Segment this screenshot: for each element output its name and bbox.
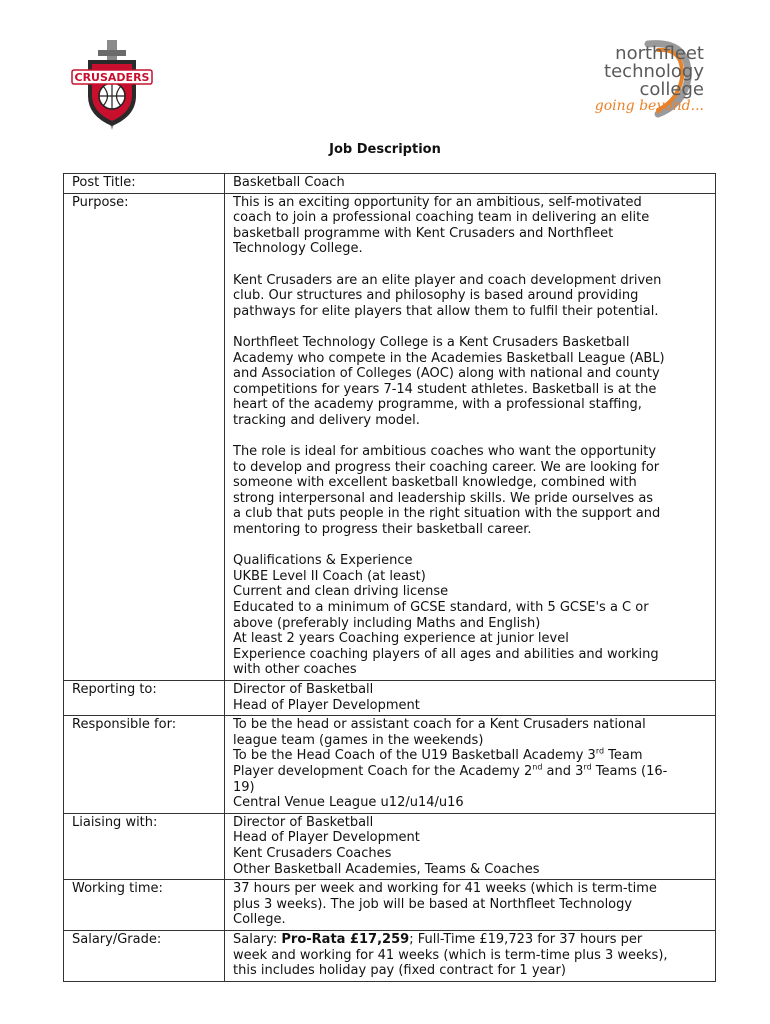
purpose-paragraph-2: Kent Crusaders are an elite player and coach development driven club. Our structures and philosophy is based around providing pathways for elite players that allow them to fulfil their potential. [233, 272, 662, 319]
table-row-working-time [64, 880, 716, 931]
table-row-salary [64, 930, 716, 981]
liaising-with-line: Kent Crusaders Coaches [233, 845, 392, 861]
salary-text: Salary: Pro-Rata £17,259; Full-Time £19,723 for 37 hours per week and working for 41 weeks (which is term-time plus 3 weeks), this includes holiday pay (fixed contract for 1 year) [233, 931, 668, 979]
job-description-table [63, 173, 716, 982]
crusaders-logo-text: CRUSADERS [74, 71, 150, 84]
salary-label: Salary/Grade: [64, 930, 225, 981]
page-title: Job Description [329, 142, 441, 157]
post-title-label: Post Title: [64, 174, 225, 194]
salary-value [225, 930, 716, 981]
reporting-to-line: Head of Player Development [233, 697, 420, 713]
responsible-for-line: To be the head or assistant coach for a Kent Crusaders national [233, 717, 646, 733]
post-title-value: Basketball Coach [225, 174, 716, 194]
reporting-to-label: Reporting to: [64, 681, 225, 716]
responsible-for-line: league team (games in the weekends) [233, 732, 484, 748]
responsible-for-value [225, 716, 716, 814]
working-time-text: 37 hours per week and working for 41 weeks (which is term-time plus 3 weeks). The job will be based at Northfleet Technology College. [233, 881, 657, 928]
responsible-for-line: To be the Head Coach of the U19 Basketball Academy 3rd Team [233, 747, 643, 764]
purpose-value [225, 193, 716, 680]
northfleet-logo-line2: technology [604, 61, 704, 82]
crusaders-logo [64, 38, 160, 134]
working-time-label: Working time: [64, 880, 225, 931]
salary-pro-rata: Pro-Rata £17,259 [281, 931, 410, 947]
purpose-paragraph-4: The role is ideal for ambitious coaches who want the opportunity to develop and progress their coaching career. We are looking for someone with excellent basketball knowledge, combined with strong interpersonal and leadership skills. We pride ourselves as a club that puts people in the right situation with the support and mentoring to progress their basketball career. [233, 444, 661, 538]
northfleet-logo-tagline: going beyond... [594, 98, 704, 114]
qualifications-list: Qualifications & Experience UKBE Level II Coach (at least) Current and clean driving license Educated to a minimum of GCSE standard, with 5 GCSE's a C or above (preferably including Maths and English) At least 2 years Coaching experience at junior level Experience coaching players of all ages and abilities and working with other coaches [233, 553, 659, 678]
liaising-with-value [225, 813, 716, 879]
table-row-post-title [64, 174, 716, 194]
reporting-to-value [225, 681, 716, 716]
table-row-purpose [64, 193, 716, 680]
working-time-value [225, 880, 716, 931]
responsible-for-line: Central Venue League u12/u14/u16 [233, 795, 464, 811]
northfleet-logo-line3: college [639, 79, 704, 100]
purpose-label: Purpose: [64, 193, 225, 680]
table-row-responsible-for [64, 716, 716, 814]
liaising-with-line: Director of Basketball [233, 814, 374, 830]
responsible-for-line: Player development Coach for the Academy 2nd and 3rd Teams (16- [233, 762, 668, 779]
northfleet-logo-line1: northfleet [615, 43, 704, 64]
responsible-for-line: 19) [233, 779, 255, 795]
reporting-to-line: Director of Basketball [233, 682, 374, 697]
liaising-with-line: Other Basketball Academies, Teams & Coaches [233, 861, 540, 877]
purpose-paragraph-1: This is an exciting opportunity for an ambitious, self-motivated coach to join a professional coaching team in delivering an elite basketball programme with Kent Crusaders and Northfleet Technology College. [233, 194, 650, 257]
purpose-paragraph-3: Northfleet Technology College is a Kent Crusaders Basketball Academy who compete in the Academies Basketball League (ABL) and Association of Colleges (AOC) along with national and county competitions for years 7-14 student athletes. Basketball is at the heart of the academy programme, with a professional staffing, tracking and delivery model. [233, 334, 665, 428]
liaising-with-line: Head of Player Development [233, 830, 420, 846]
responsible-for-label: Responsible for: [64, 716, 225, 814]
liaising-with-label: Liaising with: [64, 813, 225, 879]
table-row-reporting-to [64, 681, 716, 716]
table-row-liaising-with [64, 813, 716, 879]
